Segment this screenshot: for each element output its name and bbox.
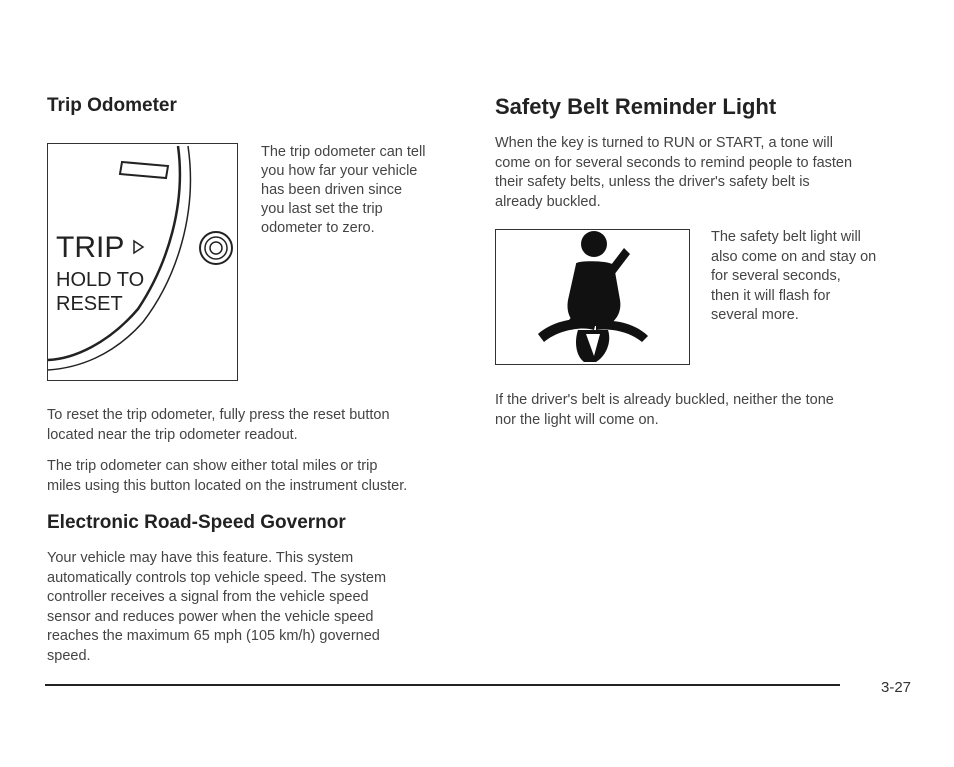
paragraph-line: If the driver's belt is already buckled, neither the tone — [495, 392, 834, 408]
paragraph-line: miles using this button located on the instrument cluster. — [47, 477, 408, 494]
caption-line: The trip odometer can tell — [261, 144, 426, 160]
caption-line: for several seconds, — [711, 268, 841, 284]
paragraph-line: already buckled. — [495, 193, 601, 210]
governor-paragraph — [47, 549, 467, 666]
caption-line: has been driven since — [261, 182, 403, 198]
caption-line: several more. — [711, 307, 799, 323]
trip-miles-paragraph — [47, 457, 477, 496]
paragraph-line: come on for several seconds to remind people to fasten — [495, 154, 853, 171]
paragraph-line: controller receives a signal from the vehicle speed — [47, 589, 369, 605]
paragraph-line: Your vehicle may have this feature. This system — [47, 550, 354, 566]
paragraph-line: When the key is turned to RUN or START, a tone will — [495, 135, 833, 151]
paragraph-line: speed. — [47, 647, 91, 664]
trip-reset-paragraph — [47, 406, 477, 445]
belt-figure-caption — [711, 228, 931, 326]
seatbelt-icon — [496, 230, 689, 364]
paragraph-line: located near the trip odometer readout. — [47, 426, 298, 443]
reset-label: RESET — [56, 293, 123, 315]
paragraph-line: To reset the trip odometer, fully press the reset button — [47, 407, 390, 423]
paragraph-line: automatically controls top vehicle speed. The system — [47, 569, 387, 586]
paragraph-line: their safety belts, unless the driver's safety belt is — [495, 174, 810, 190]
page-number: 3-27 — [881, 679, 912, 696]
caption-line: you last set the trip — [261, 201, 383, 217]
belt-intro-paragraph — [495, 134, 925, 212]
trip-figure-caption — [261, 143, 461, 238]
caption-line: The safety belt light will — [711, 229, 861, 245]
trip-odometer-figure — [47, 143, 238, 381]
caption-line: odometer to zero. — [261, 220, 375, 236]
trip-odometer-heading: Trip Odometer — [47, 95, 177, 116]
caption-line: you how far your vehicle — [261, 163, 418, 179]
trip-label: TRIP — [56, 231, 125, 264]
safety-belt-light-figure — [495, 229, 690, 365]
paragraph-line: reaches the maximum 65 mph (105 km/h) governed — [47, 628, 380, 644]
caption-line: also come on and stay on — [711, 248, 877, 265]
hold-to-label: HOLD TO — [56, 269, 145, 291]
caption-line: then it will flash for — [711, 287, 831, 304]
belt-buckled-paragraph — [495, 391, 925, 430]
paragraph-line: The trip odometer can show either total miles or trip — [47, 458, 378, 474]
paragraph-line: sensor and reduces power when the vehicle speed — [47, 608, 374, 625]
footer-rule — [45, 684, 840, 686]
trip-reset-button-illustration — [48, 144, 237, 380]
safety-belt-heading: Safety Belt Reminder Light — [495, 94, 777, 119]
paragraph-line: nor the light will come on. — [495, 411, 659, 428]
road-speed-governor-heading: Electronic Road-Speed Governor — [47, 512, 346, 533]
